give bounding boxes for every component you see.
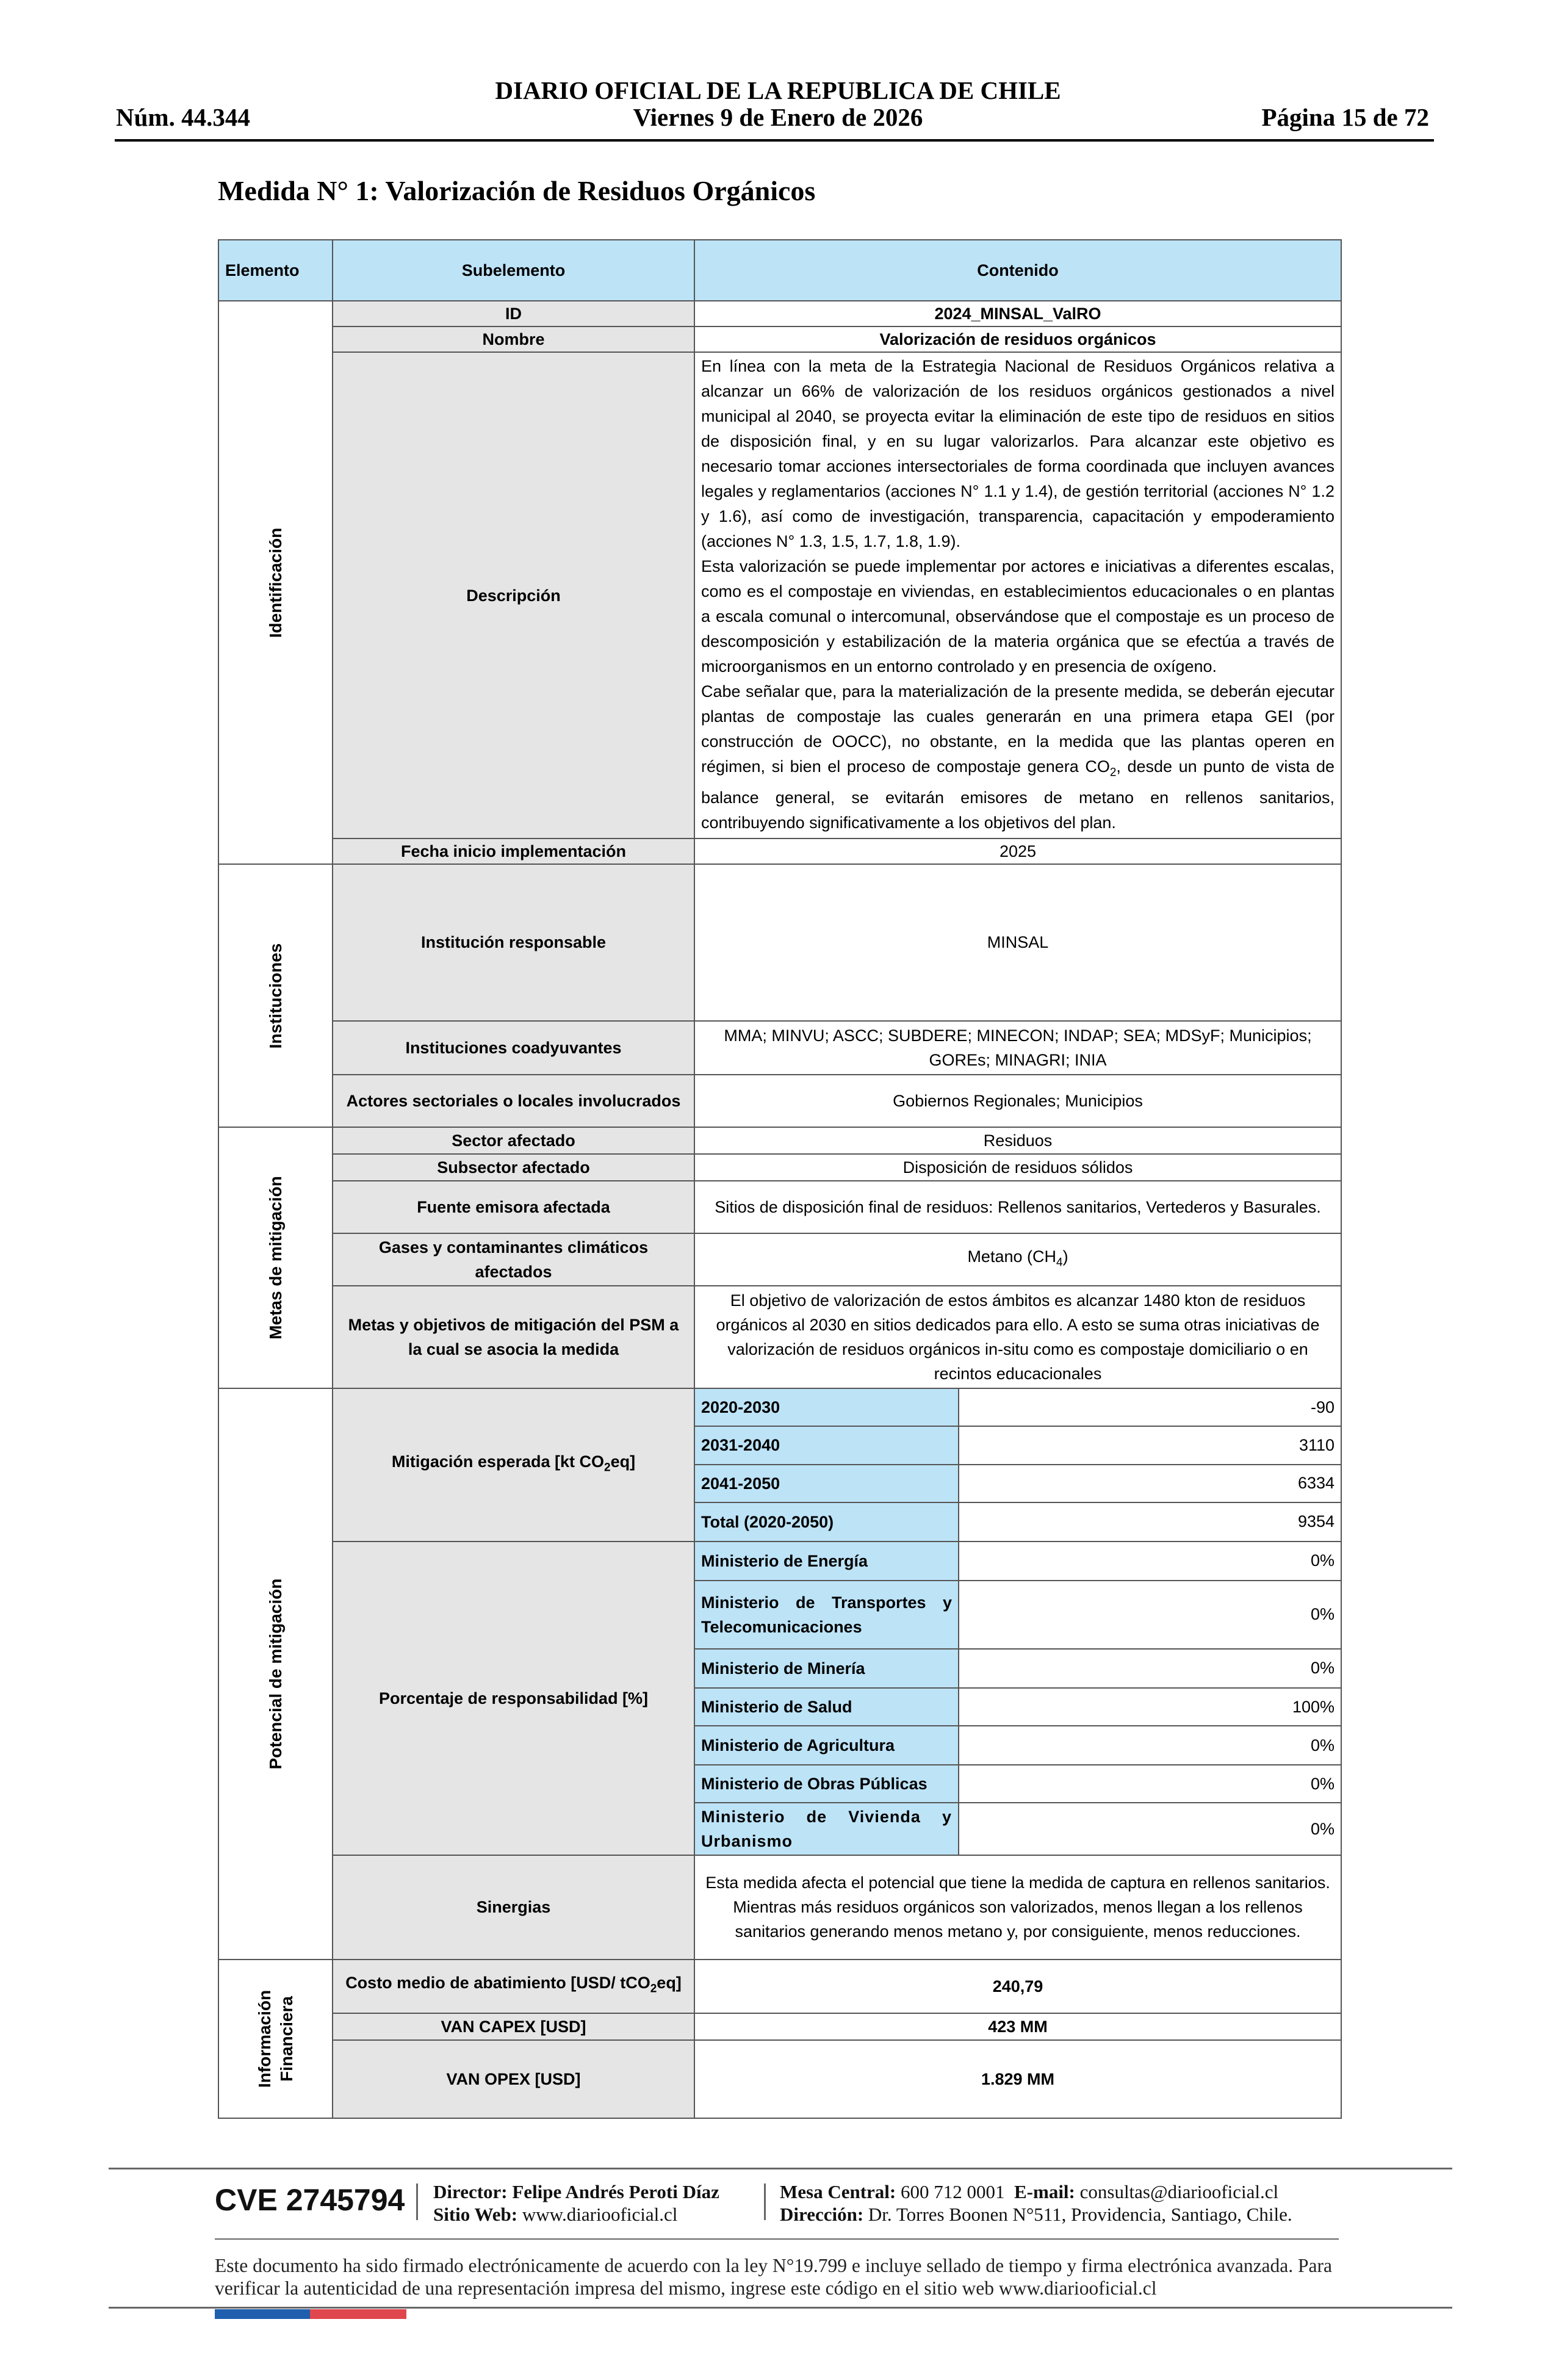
website-line: Sitio Web: www.diariooficial.cl bbox=[433, 2204, 678, 2225]
ministry-name: Ministerio de Salud bbox=[694, 1688, 959, 1726]
mitigacion-period: Total (2020-2050) bbox=[694, 1502, 959, 1542]
page-number: Página 15 de 72 bbox=[1261, 103, 1429, 131]
element-potencial bbox=[218, 1388, 333, 1959]
ministry-value: 100% bbox=[959, 1688, 1341, 1726]
sub-responsabilidad: Porcentaje de responsabilidad [%] bbox=[333, 1542, 694, 1856]
sub-objetivos: Metas y objetivos de mitigación del PSM a la cual se asocia la medida bbox=[333, 1286, 694, 1388]
director-line: Director: Felipe Andrés Peroti Díaz bbox=[433, 2181, 719, 2202]
actores-value: Gobiernos Regionales; Municipios bbox=[694, 1075, 1341, 1127]
element-label: Metas de mitigación bbox=[265, 1176, 285, 1340]
element-label: Instituciones bbox=[265, 943, 285, 1048]
mitigacion-value: 6334 bbox=[959, 1465, 1341, 1502]
mitigacion-value: 3110 bbox=[959, 1426, 1341, 1464]
sub-responsable: Institución responsable bbox=[333, 864, 694, 1020]
nombre-value: Valorización de residuos orgánicos bbox=[694, 326, 1341, 352]
ministry-name: Ministerio de Transportes y Telecomunicaciones bbox=[694, 1581, 959, 1649]
measure-title: Medida N° 1: Valorización de Residuos Orgánicos bbox=[218, 175, 816, 206]
mitigacion-value: -90 bbox=[959, 1388, 1341, 1426]
sub-coadyuvantes: Instituciones coadyuvantes bbox=[333, 1021, 694, 1075]
sub-mitigacion: Mitigación esperada [kt $CO_2eq$] bbox=[333, 1388, 694, 1541]
publication-name: DIARIO OFICIAL DE LA REPUBLICA DE CHILE bbox=[495, 76, 1061, 104]
footer-divider bbox=[215, 2238, 1339, 2240]
col-header-element: Elemento bbox=[218, 240, 333, 301]
table-row bbox=[218, 2013, 1341, 2040]
signature-notice: Este documento ha sido firmado electrónicamente de acuerdo con la ley N°19.799 e incluye sellado de tiempo y firma electrónica avanzada. Para verificar la autenticidad de una representación impresa del mismo, ingrese este código en el sitio web www.diariooficial.cl bbox=[215, 2255, 1332, 2299]
sub-fuente: Fuente emisora afectada bbox=[333, 1181, 694, 1233]
sub-opex: VAN OPEX [USD] bbox=[333, 2040, 694, 2118]
flag-bar-blue bbox=[215, 2309, 310, 2319]
subsector-value: Disposición de residuos sólidos bbox=[694, 1154, 1341, 1181]
cve-code: CVE 2745794 bbox=[215, 2183, 405, 2217]
element-identificacion bbox=[218, 301, 333, 864]
address-line: Dirección: Dr. Torres Boonen N°511, Providencia, Santiago, Chile. bbox=[780, 2204, 1292, 2225]
publication-date: Viernes 9 de Enero de 2026 bbox=[633, 103, 923, 131]
element-instituciones bbox=[218, 864, 333, 1127]
mitigacion-period: 2041-2050 bbox=[694, 1465, 959, 1502]
table-row bbox=[218, 352, 1341, 838]
flag-bar-red bbox=[310, 2309, 406, 2319]
table-row bbox=[218, 1542, 1341, 1581]
descripcion-paragraph: En línea con la meta de la Estrategia Nacional de Residuos Orgánicos relativa a alcanzar un 66% de valorización de los residuos orgánicos gestionados a nivel municipal al 2040, se proyecta evitar la eliminación de este tipo de residuos en sitios de disposición final, y en su lugar valorizarlos. Para alcanzar este objetivo es necesario tomar acciones intersectoriales de forma coordinada que incluyen avances legales y reglamentarios (acciones N° 1.1 y 1.4), de gestión territorial (acciones N° 1.2 y 1.6), así como de investigación, transparencia, capacitación y empoderamiento (acciones N° 1.3, 1.5, 1.7, 1.8, 1.9). bbox=[701, 357, 1335, 551]
sub-sector: Sector afectado bbox=[333, 1127, 694, 1154]
sinergias-value: Esta medida afecta el potencial que tiene la medida de captura en rellenos sanitarios. Mientras más residuos orgánicos son valorizados, menos llegan a los rellenos sanitarios generando menos metano y, por consiguiente, menos reducciones. bbox=[694, 1855, 1341, 1959]
table-row bbox=[218, 1855, 1341, 1959]
footer-divider bbox=[109, 2307, 1452, 2309]
ministry-name: Ministerio de Minería bbox=[694, 1649, 959, 1688]
header-divider bbox=[115, 139, 1434, 142]
table-row bbox=[218, 1075, 1341, 1127]
sub-fecha: Fecha inicio implementación bbox=[333, 838, 694, 864]
sub-subsector: Subsector afectado bbox=[333, 1154, 694, 1181]
footer-separator bbox=[416, 2183, 418, 2220]
element-financiera bbox=[218, 1960, 333, 2118]
table-row bbox=[218, 864, 1341, 1020]
descripcion-value bbox=[694, 352, 1341, 838]
fecha-value: 2025 bbox=[694, 838, 1341, 864]
table-row bbox=[218, 1233, 1341, 1286]
issue-number: Núm. 44.344 bbox=[116, 103, 250, 131]
table-row bbox=[218, 1154, 1341, 1181]
element-label: Identificación bbox=[265, 527, 285, 638]
ministry-name: Ministerio de Vivienda y Urbanismo bbox=[694, 1803, 959, 1855]
mitigacion-value: 9354 bbox=[959, 1502, 1341, 1542]
costo-value: 240,79 bbox=[694, 1960, 1341, 2013]
ministry-value: 0% bbox=[959, 1581, 1341, 1649]
ministry-value: 0% bbox=[959, 1649, 1341, 1688]
ministry-name: Ministerio de Agricultura bbox=[694, 1726, 959, 1765]
ministry-name: Ministerio de Obras Públicas bbox=[694, 1765, 959, 1803]
measure-table bbox=[218, 239, 1342, 2119]
footer-divider bbox=[109, 2168, 1452, 2169]
sub-sinergias: Sinergias bbox=[333, 1855, 694, 1959]
sub-nombre: Nombre bbox=[333, 326, 694, 352]
table-row bbox=[218, 1127, 1341, 1154]
id-value: 2024_MINSAL_ValRO bbox=[694, 301, 1341, 326]
sub-descripcion: Descripción bbox=[333, 352, 694, 838]
table-row bbox=[218, 1021, 1341, 1075]
contact-line: Mesa Central: 600 712 0001 E-mail: consultas@diariooficial.cl bbox=[780, 2181, 1279, 2202]
fuente-value: Sitios de disposición final de residuos: Rellenos sanitarios, Vertederos y Basurales. bbox=[694, 1181, 1341, 1233]
ministry-value: 0% bbox=[959, 1542, 1341, 1581]
table-row bbox=[218, 2040, 1341, 2118]
table-row bbox=[218, 838, 1341, 864]
sector-value: Residuos bbox=[694, 1127, 1341, 1154]
footer-separator bbox=[764, 2183, 766, 2220]
table-row bbox=[218, 1388, 1341, 1426]
col-header-content: Contenido bbox=[694, 240, 1341, 301]
capex-value: 423 MM bbox=[694, 2013, 1341, 2040]
sub-costo: Costo medio de abatimiento [USD/ tCO$_2$eq] bbox=[333, 1960, 694, 2013]
ministry-name: Ministerio de Energía bbox=[694, 1542, 959, 1581]
descripcion-paragraph: Esta valorización se puede implementar por actores e iniciativas a diferentes escalas, como es el compostaje en viviendas, en establecimientos educacionales o en plantas a escala comunal o intercomunal, observándose que el compostaje es un proceso de descomposición y estabilización de la materia orgánica que se efectúa a través de microorganismos en un entorno controlado y en presencia de oxígeno. bbox=[701, 557, 1335, 676]
gases-value: Metano $(CH_4)$ bbox=[694, 1233, 1341, 1286]
table-row bbox=[218, 301, 1341, 326]
ministry-value: 0% bbox=[959, 1726, 1341, 1765]
table-row bbox=[218, 1960, 1341, 2013]
responsable-value: MINSAL bbox=[694, 864, 1341, 1020]
table-row bbox=[218, 1286, 1341, 1388]
coadyuvantes-value: MMA; MINVU; ASCC; SUBDERE; MINECON; INDAP; SEA; MDSyF; Municipios; GOREs; MINAGRI; INIA bbox=[694, 1021, 1341, 1075]
descripcion-paragraph: Cabe señalar que, para la materialización de la presente medida, se deberán ejecutar plantas de compostaje las cuales generarán en una primera etapa GEI (por construcción de OOCC), no obstante, en la medida que las plantas operen en régimen, si bien el proceso de compostaje genera $CO_2$, desde un punto de vista de balance general, se evitarán emisores de metano en rellenos sanitarios, contribuyendo significativamente a los objetivos del plan. bbox=[701, 682, 1335, 832]
table-header-row bbox=[218, 240, 1341, 301]
sub-actores: Actores sectoriales o locales involucrados bbox=[333, 1075, 694, 1127]
mitigacion-period: 2031-2040 bbox=[694, 1426, 959, 1464]
sub-gases: Gases y contaminantes climáticos afectados bbox=[333, 1233, 694, 1286]
opex-value: 1.829 MM bbox=[694, 2040, 1341, 2118]
objetivos-value: El objetivo de valorización de estos ámbitos es alcanzar 1480 kton de residuos orgánicos al 2030 en sitios dedicados para ello. A esto se suma otras iniciativas de valorización de residuos orgánicos in-situ como es compostaje domiciliario o en recintos educacionales bbox=[694, 1286, 1341, 1388]
element-label: Potencial de mitigación bbox=[265, 1578, 285, 1770]
element-label: Información Financiera bbox=[254, 1989, 296, 2088]
sub-capex: VAN CAPEX [USD] bbox=[333, 2013, 694, 2040]
ministry-value: 0% bbox=[959, 1803, 1341, 1855]
mitigacion-period: 2020-2030 bbox=[694, 1388, 959, 1426]
element-metas bbox=[218, 1127, 333, 1389]
table-row bbox=[218, 326, 1341, 352]
ministry-value: 0% bbox=[959, 1765, 1341, 1803]
col-header-subelement: Subelemento bbox=[333, 240, 694, 301]
sub-id: ID bbox=[333, 301, 694, 326]
table-row bbox=[218, 1181, 1341, 1233]
